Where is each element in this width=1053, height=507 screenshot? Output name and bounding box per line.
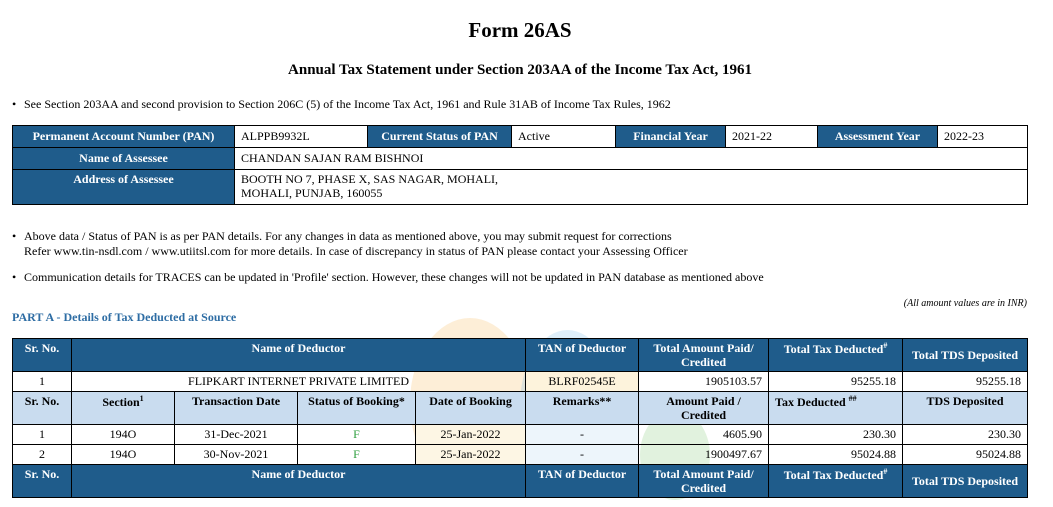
bullet-icon: • — [12, 97, 17, 111]
txn-amount: 4605.90 — [639, 425, 769, 445]
txn-sr: 2 — [13, 445, 72, 465]
assessee-address-value — [235, 170, 1028, 205]
txn-header-remarks: Remarks** — [526, 392, 639, 425]
financial-year-value: 2021-22 — [726, 126, 818, 148]
assessee-name-value: CHANDAN SAJAN RAM BISHNOI — [235, 148, 1028, 170]
deductor-name: FLIPKART INTERNET PRIVATE LIMITED — [72, 372, 526, 392]
deductor-header-total-deducted-repeat: Total Tax Deducted# — [769, 465, 903, 498]
pan-status-label: Current Status of PAN — [368, 126, 512, 148]
table-row — [13, 445, 1028, 465]
deductor-header-total-deposited: Total TDS Deposited — [903, 339, 1028, 372]
txn-date: 30-Nov-2021 — [175, 445, 298, 465]
txn-booking-date: 25-Jan-2022 — [416, 425, 526, 445]
txn-header-tds: TDS Deposited — [903, 392, 1028, 425]
txn-status: F — [298, 445, 416, 465]
part-a-heading — [12, 310, 236, 325]
deductor-row — [13, 372, 1028, 392]
txn-header-sr: Sr. No. — [13, 392, 72, 425]
deductor-sr: 1 — [13, 372, 72, 392]
bullet-icon: • — [12, 229, 17, 243]
bullet-icon: • — [12, 270, 17, 284]
note-see-section: • See Section 203AA and second provision to Section 206C (5) of the Income Tax Act, 1961 and Rule 31AB of Income Tax Rules, 1962 — [12, 97, 671, 111]
page-subtitle: Annual Tax Statement under Section 203AA of the Income Tax Act, 1961 — [288, 62, 752, 78]
note-communication: • Communication details for TRACES can be updated in 'Profile' section. However, these changes will not be updated in PAN database as mentioned above — [12, 270, 764, 284]
page-title: Form 26AS — [468, 18, 572, 42]
txn-tds: 95024.88 — [903, 445, 1028, 465]
deductor-total-paid: 1905103.57 — [639, 372, 769, 392]
txn-tax: 230.30 — [769, 425, 903, 445]
txn-remarks: - — [526, 425, 639, 445]
deductor-header-name: Name of Deductor — [72, 339, 526, 372]
deductor-header-total-deposited-repeat: Total TDS Deposited — [903, 465, 1028, 498]
deductor-total-deducted: 95255.18 — [769, 372, 903, 392]
pan-label: Permanent Account Number (PAN) — [13, 126, 235, 148]
deductor-tan: BLRF02545E — [526, 372, 639, 392]
table-row — [13, 425, 1028, 445]
txn-sr: 1 — [13, 425, 72, 445]
txn-section: 194O — [72, 425, 175, 445]
assessment-year-value: 2022-23 — [938, 126, 1028, 148]
assessee-address-label: Address of Assessee — [13, 170, 235, 205]
txn-remarks: - — [526, 445, 639, 465]
deductor-header-total-deducted: Total Tax Deducted# — [769, 339, 903, 372]
note-pan-data: • Above data / Status of PAN is as per PAN details. For any changes in data as mentioned above, you may submit request for corrections Refer www.tin-nsdl.com / www.utiitsl.com for more details. In case of discrepancy in status of PAN please contact your Assessing Officer — [12, 229, 688, 258]
pan-status-value: Active — [512, 126, 616, 148]
deductor-header-total-paid-repeat: Total Amount Paid/ Credited — [639, 465, 769, 498]
pan-value: ALPPB9932L — [235, 126, 368, 148]
assessee-details-table — [12, 125, 1028, 205]
txn-header-amount: Amount Paid / Credited — [639, 392, 769, 425]
assessment-year-label: Assessment Year — [818, 126, 938, 148]
txn-section: 194O — [72, 445, 175, 465]
txn-header-date: Transaction Date — [175, 392, 298, 425]
txn-header-booking-date: Date of Booking — [416, 392, 526, 425]
deductor-total-deposited: 95255.18 — [903, 372, 1028, 392]
txn-status: F — [298, 425, 416, 445]
txn-amount: 1900497.67 — [639, 445, 769, 465]
deductor-header-tan: TAN of Deductor — [526, 339, 639, 372]
deductor-header-name-repeat: Name of Deductor — [72, 465, 526, 498]
txn-header-section: Section$^1$ — [72, 392, 175, 425]
txn-booking-date: 25-Jan-2022 — [416, 445, 526, 465]
address-line-1: BOOTH NO 7, PHASE X, SAS NAGAR, MOHALI, — [241, 172, 499, 186]
deductor-header-total-paid: Total Amount Paid/ Credited — [639, 339, 769, 372]
txn-header-tax: Tax Deducted ## — [769, 392, 903, 425]
txn-date: 31-Dec-2021 — [175, 425, 298, 445]
part-a-title: - Details of Tax Deducted at Source — [53, 310, 237, 324]
financial-year-label: Financial Year — [616, 126, 726, 148]
deductor-header-tan-repeat: TAN of Deductor — [526, 465, 639, 498]
part-a-label: PART A — [12, 310, 54, 324]
deductor-header-sr-repeat: Sr. No. — [13, 465, 72, 498]
txn-tds: 230.30 — [903, 425, 1028, 445]
deductor-header-sr: Sr. No. — [13, 339, 72, 372]
txn-tax: 95024.88 — [769, 445, 903, 465]
txn-header-status: Status of Booking* — [298, 392, 416, 425]
assessee-name-label: Name of Assessee — [13, 148, 235, 170]
amount-units-note: (All amount values are in INR) — [903, 298, 1027, 309]
address-line-2: MOHALI, PUNJAB, 160055 — [241, 186, 383, 200]
tds-details-table — [12, 338, 1028, 498]
